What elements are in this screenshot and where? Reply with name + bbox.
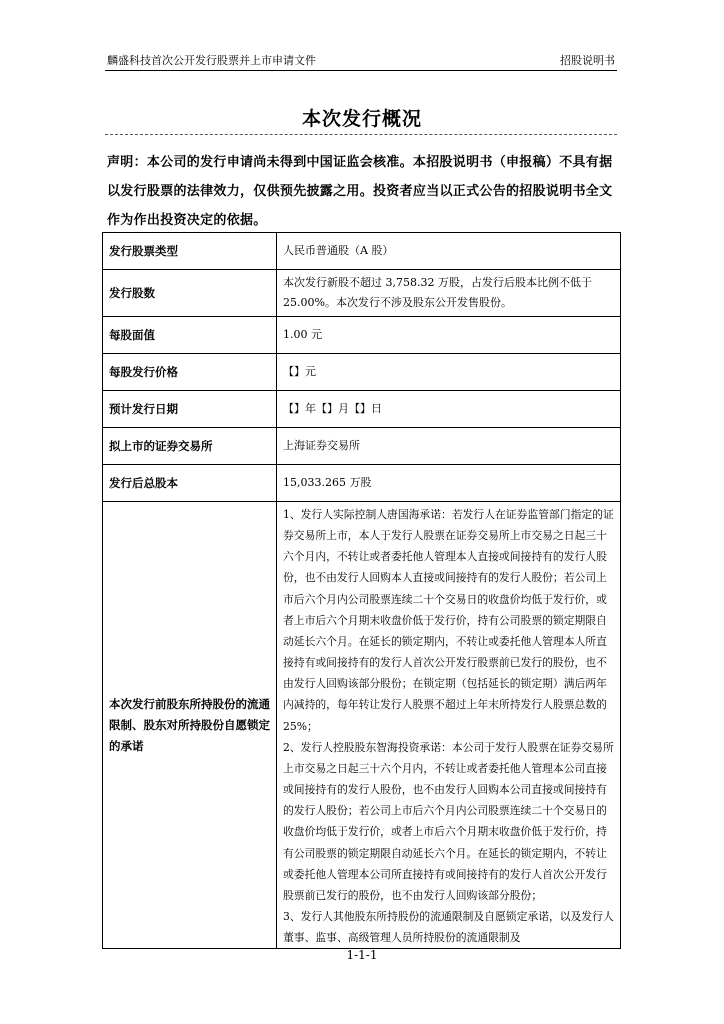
table-row	[103, 428, 621, 465]
table-row	[103, 354, 621, 391]
offering-overview-table	[102, 232, 621, 949]
row-label: 发行股数	[103, 270, 277, 317]
row-value: 15,033.265 万股	[277, 465, 621, 502]
row-label: 本次发行前股东所持股份的流通限制、股东对所持股份自愿锁定的承诺	[103, 502, 277, 949]
table-row	[103, 391, 621, 428]
row-value: 本次发行新股不超过 3,758.32 万股，占发行后股本比例不低于 25.00%。本次发行不涉及股东公开发售股份。	[277, 270, 621, 317]
page-header	[105, 50, 617, 71]
table-row-lockup	[103, 502, 621, 949]
lockup-commitments	[277, 502, 621, 949]
row-label: 每股面值	[103, 317, 277, 354]
header-document-title: 麟盛科技首次公开发行股票并上市申请文件	[107, 54, 316, 67]
row-label: 发行后总股本	[103, 465, 277, 502]
page-number: 1-1-1	[346, 948, 378, 962]
lockup-paragraph-3: 3、发行人其他股东所持股份的流通限制及自愿锁定承诺，以及发行人董事、监事、高级管理人员所持股份的流通限制及	[283, 909, 614, 945]
table-row	[103, 465, 621, 502]
title-divider	[105, 134, 617, 135]
table-row	[103, 270, 621, 317]
row-value: 1.00 元	[277, 317, 621, 354]
lockup-paragraph-2: 2、发行人控股股东智海投资承诺：本公司于发行人股票在证券交易所上市交易之日起三十六个月内，不转让或者委托他人管理本公司直接或间接持有的发行人股份，也不由发行人回购本公司直接或间接持有的发行人股份；若公司上市后六个月内公司股票连续二十个交易日的收盘价均低于发行价，或者上市后六个月期末收盘价低于发行价，持有公司股票的锁定期限自动延长六个月。在延长的锁定期内，不转让或委托他人管理本公司所直接持有或间接持有的发行人首次公开发行股票前已发行的股份，也不由发行人回购该部分股份；	[283, 740, 614, 902]
table-row	[103, 233, 621, 270]
row-label: 发行股票类型	[103, 233, 277, 270]
row-label: 每股发行价格	[103, 354, 277, 391]
row-label: 预计发行日期	[103, 391, 277, 428]
row-label: 拟上市的证券交易所	[103, 428, 277, 465]
row-value: 人民币普通股（A 股）	[277, 233, 621, 270]
header-section-title: 招股说明书	[560, 54, 615, 67]
row-value: 【】元	[277, 354, 621, 391]
row-value: 上海证券交易所	[277, 428, 621, 465]
row-value: 【】年【】月【】日	[277, 391, 621, 428]
table-row	[103, 317, 621, 354]
lockup-paragraph-1: 1、发行人实际控制人唐国海承诺：若发行人在证券监管部门指定的证券交易所上市，本人于发行人股票在证券交易所上市交易之日起三十六个月内，不转让或者委托他人管理本人直接或间接持有的发行人股份，也不由发行人回购本人直接或间接持有的发行人股份；若公司上市后六个月内公司股票连续二十个交易日的收盘价均低于发行价，或者上市后六个月期末收盘价低于发行价，持有公司股票的锁定期限自动延长六个月。在延长的锁定期内，不转让或委托他人管理本人所直接持有或间接持有的发行人首次公开发行股票前已发行的股份，也不由发行人回购该部分股份；在锁定期（包括延长的锁定期）满后两年内减持的，每年转让发行人股票不超过上年末所持发行人股票总数的 25%；	[283, 508, 614, 733]
page-title: 本次发行概况	[301, 108, 422, 130]
disclaimer-statement: 声明：本公司的发行申请尚未得到中国证监会核准。本招股说明书（申报稿）不具有据以发行股票的法律效力，仅供预先披露之用。投资者应当以正式公告的招股说明书全文作为作出投资决定的依据。	[107, 155, 613, 228]
